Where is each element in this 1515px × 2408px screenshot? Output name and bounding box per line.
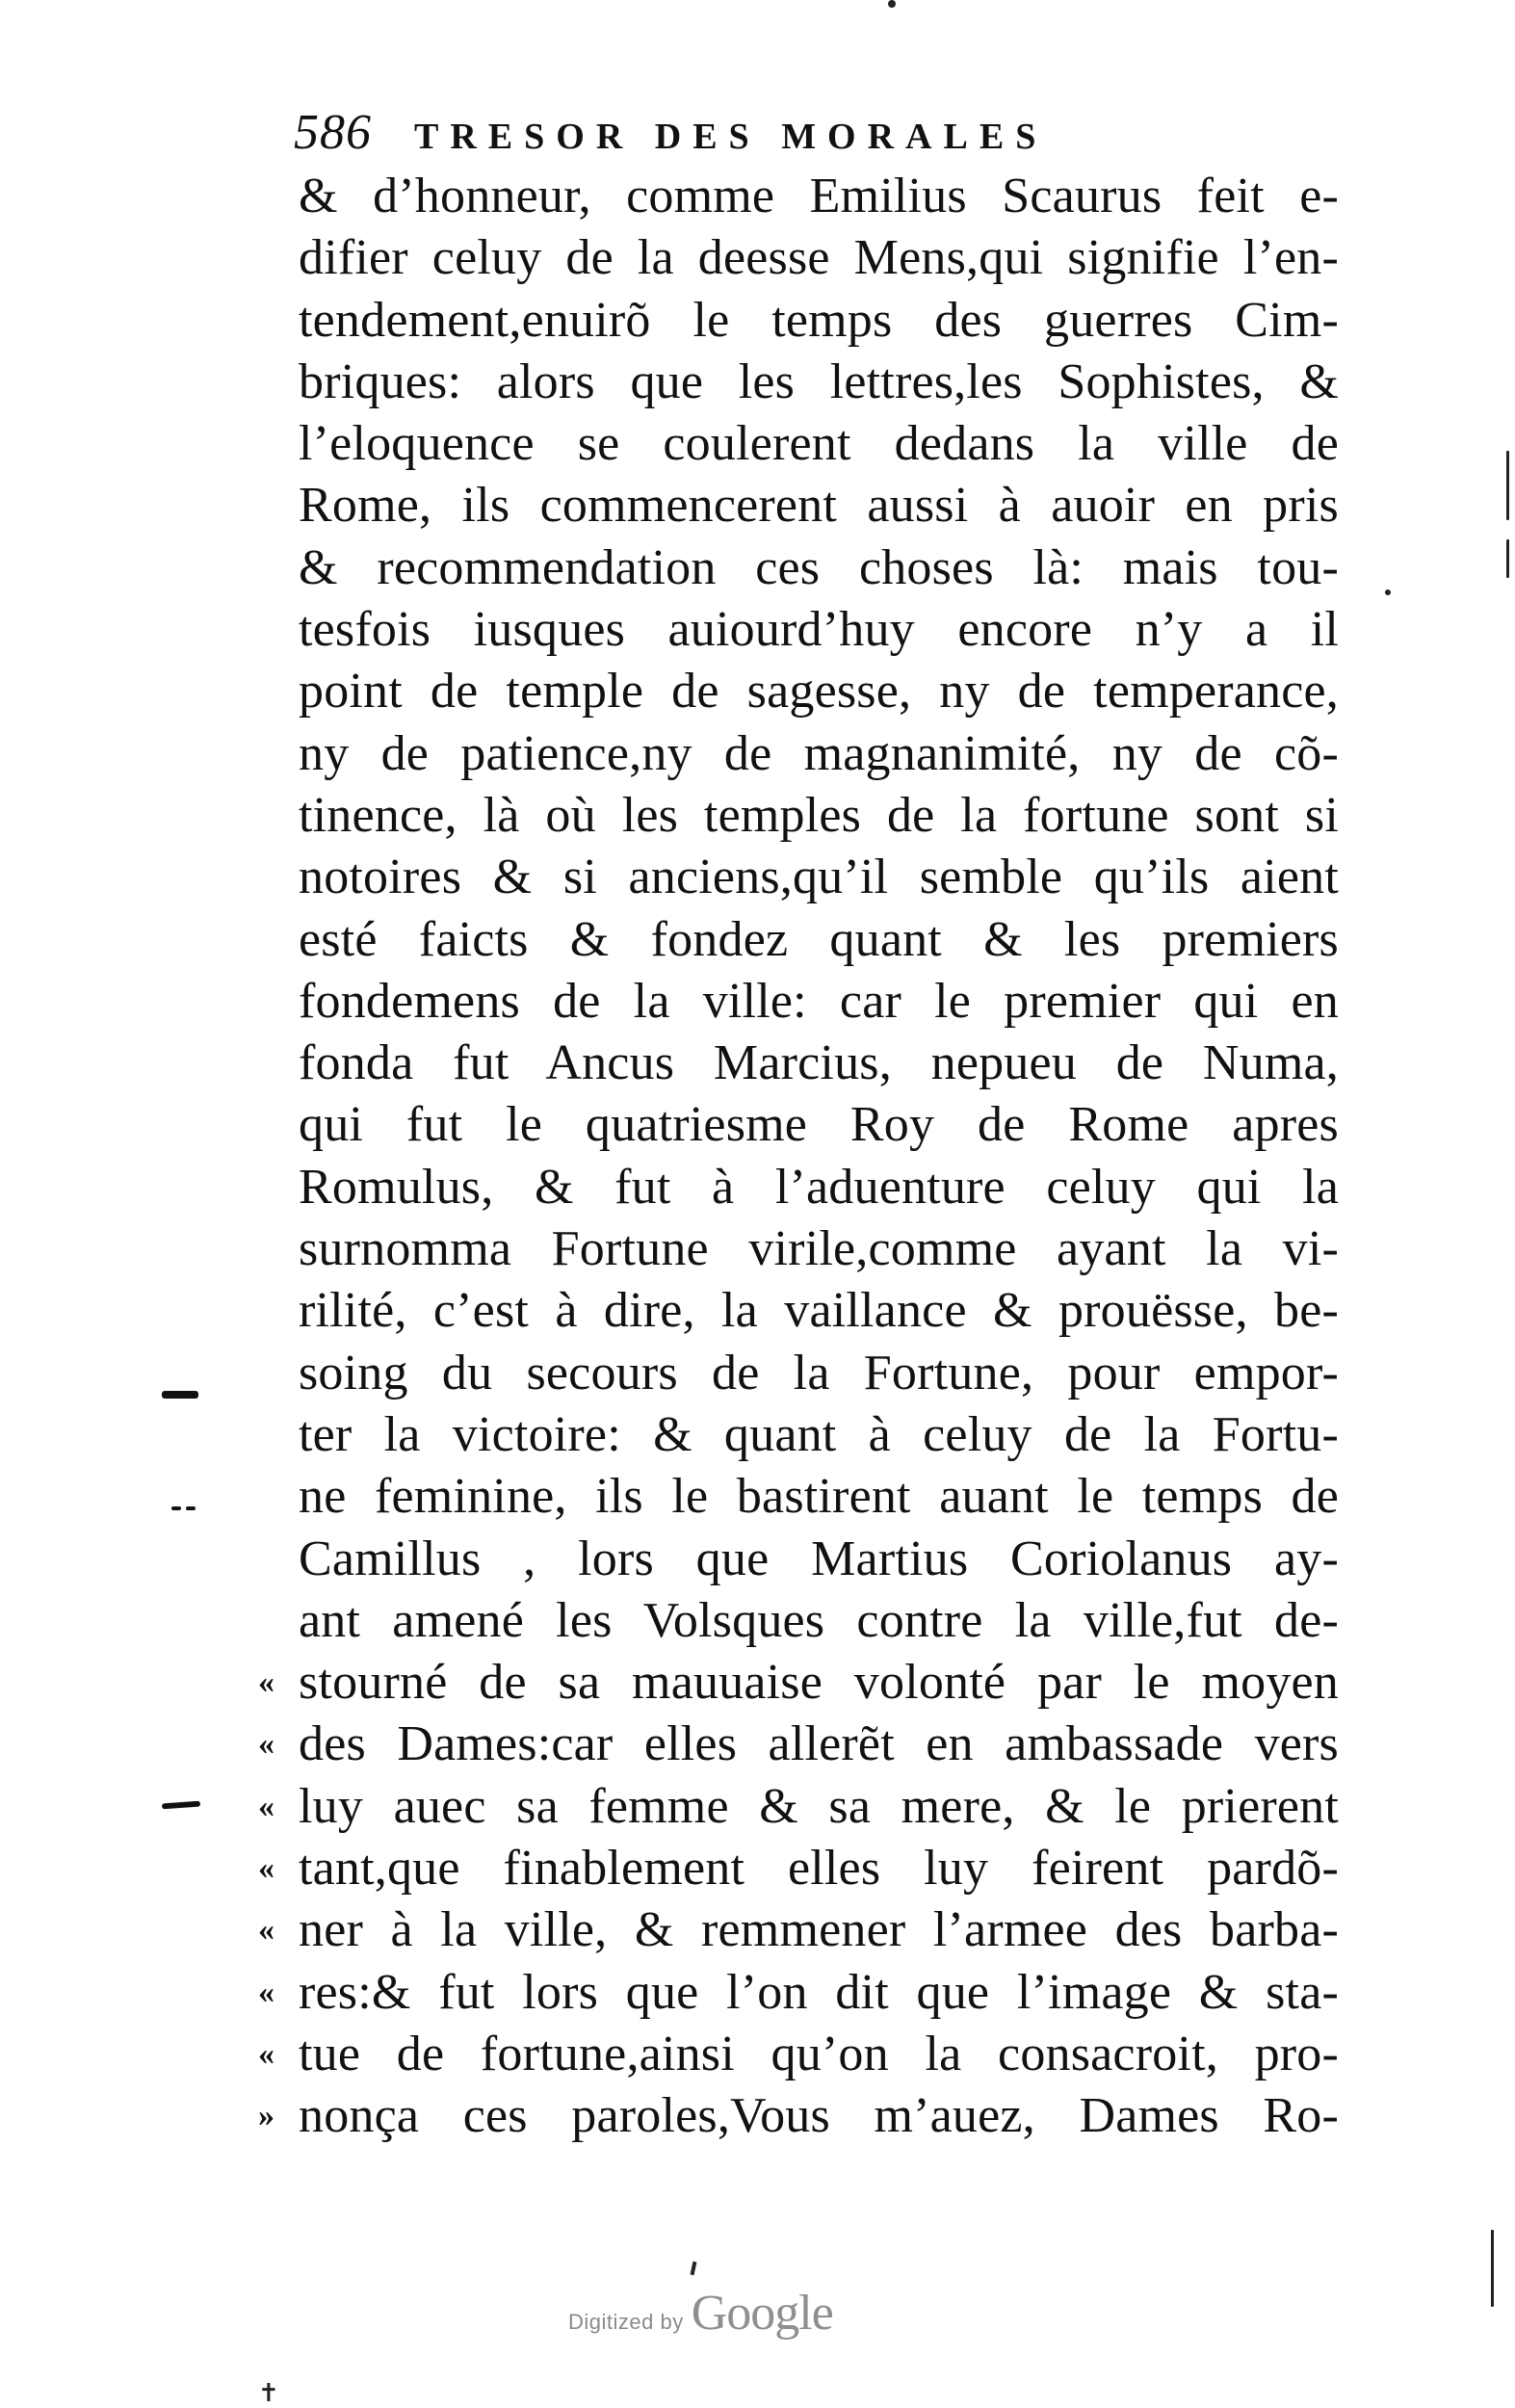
text-line [299,413,1339,475]
text-line [299,1218,1339,1280]
quote-marker: « [258,1788,275,1824]
line-text: tant,que finablement elles luy feirent pardõ- [299,1841,1339,1897]
margin-dash [162,1391,198,1399]
line-text: ny de patience,ny de magnanimité, ny de cõ- [299,725,1339,781]
text-line [299,785,1339,847]
text-line [299,1343,1339,1404]
text-line [299,1404,1339,1466]
ink-cross-mark: ✝ [258,2379,279,2408]
line-text: notoires & si anciens,qu’il semble qu’ils aient [299,850,1339,905]
text-line [258,1714,1339,1775]
line-text: res:& fut lors que l’on dit que l’image & sta- [299,1964,1339,2020]
text-line [299,723,1339,785]
line-text: tue de fortune,ainsi qu’on la consacroit, pro- [299,2026,1339,2081]
line-text: fondemens de la ville: car le premier qui en [299,973,1339,1029]
line-text: difier celuy de la deesse Mens,qui signifie l’en- [299,230,1339,286]
quote-marker: » [258,2098,275,2134]
text-line [299,537,1339,599]
body-text [258,166,1339,2148]
text-line [299,1280,1339,1342]
text-line [299,909,1339,971]
quote-marker: « [258,1850,275,1887]
margin-dash [186,1506,196,1510]
line-text: briques: alors que les lettres,les Sophistes, & [299,353,1339,409]
text-line [258,1652,1339,1714]
ink-speck [691,2262,697,2276]
line-text: ant amené les Volsques contre la ville,fut de- [299,1592,1339,1648]
text-line [299,166,1339,227]
line-text: l’eloquence se coulerent dedans la ville de [299,416,1339,472]
line-text: esté faicts & fondez quant & les premiers [299,911,1339,967]
quote-marker: « [258,1726,275,1763]
page-edge-mark [1506,539,1509,578]
line-text: point de temple de sagesse, ny de temperance, [299,664,1339,720]
google-logo: Google [691,2286,833,2341]
ink-speck [888,0,896,8]
line-text: rilité, c’est à dire, la vaillance & prouësse, be- [299,1283,1339,1339]
ink-speck [1385,589,1391,595]
line-text: & recommendation ces choses là: mais tou- [299,539,1339,595]
text-line [299,475,1339,537]
page-number: 586 [294,105,372,160]
running-title: TRESOR DES MORALES [414,117,1048,157]
line-text: stourné de sa mauuaise volonté par le moyen [299,1655,1339,1711]
text-line [299,227,1339,289]
quote-marker: « [258,2035,275,2072]
text-line [299,971,1339,1033]
line-text: Rome, ils commencerent aussi à auoir en pris [299,478,1339,534]
line-text: tesfois iusques auiourd’huy encore n’y a il [299,602,1339,658]
line-text: & d’honneur, comme Emilius Scaurus feit e- [299,169,1339,223]
quote-marker: « [258,1912,275,1949]
text-line [299,290,1339,352]
line-text: nonça ces paroles,Vous m’auez, Dames Ro- [299,2088,1339,2144]
line-text: Romulus, & fut à l’aduenture celuy qui la [299,1159,1339,1215]
line-text: tinence, là où les temples de la fortune sont si [299,787,1339,843]
page-edge-mark [1506,451,1509,520]
text-line [299,599,1339,661]
text-line [299,352,1339,413]
text-line [258,1899,1339,1961]
margin-dash [162,1801,200,1810]
text-line [299,1529,1339,1590]
text-line [258,2024,1339,2085]
quote-marker: « [258,1974,275,2010]
watermark-prefix: Digitized by [568,2310,684,2334]
digitization-watermark [568,2285,833,2342]
quote-marker: « [258,1664,275,1701]
line-text: soing du secours de la Fortune, pour empor- [299,1345,1339,1400]
line-text: ter la victoire: & quant à celuy de la Fortu- [299,1406,1339,1462]
page-edge-mark [1491,2230,1494,2307]
line-text: surnomma Fortune virile,comme ayant la vi- [299,1221,1339,1277]
line-text: luy auec sa femme & sa mere, & le prierent [299,1778,1339,1834]
line-text: Camillus , lors que Martius Coriolanus ay- [299,1531,1339,1586]
line-text: qui fut le quatriesme Roy de Rome apres [299,1097,1339,1153]
line-text: des Dames:car elles allerẽt en ambassade vers [299,1716,1339,1772]
line-text: ner à la ville, & remmener l’armee des barba- [299,1902,1339,1958]
text-line [258,1776,1339,1838]
line-text: tendement,enuirõ le temps des guerres Cim- [299,292,1339,348]
text-line [299,1094,1339,1156]
text-line [258,1962,1339,2024]
line-text: fonda fut Ancus Marcius, nepueu de Numa, [299,1035,1339,1091]
margin-dash [171,1506,181,1510]
running-head [294,104,1295,162]
text-line [258,1838,1339,1899]
text-line [299,1157,1339,1218]
text-line [299,847,1339,908]
text-line [299,661,1339,722]
text-line [258,2085,1339,2147]
text-line [299,1466,1339,1528]
text-line [299,1033,1339,1094]
line-text: ne feminine, ils le bastirent auant le temps de [299,1469,1339,1525]
text-line [299,1590,1339,1652]
